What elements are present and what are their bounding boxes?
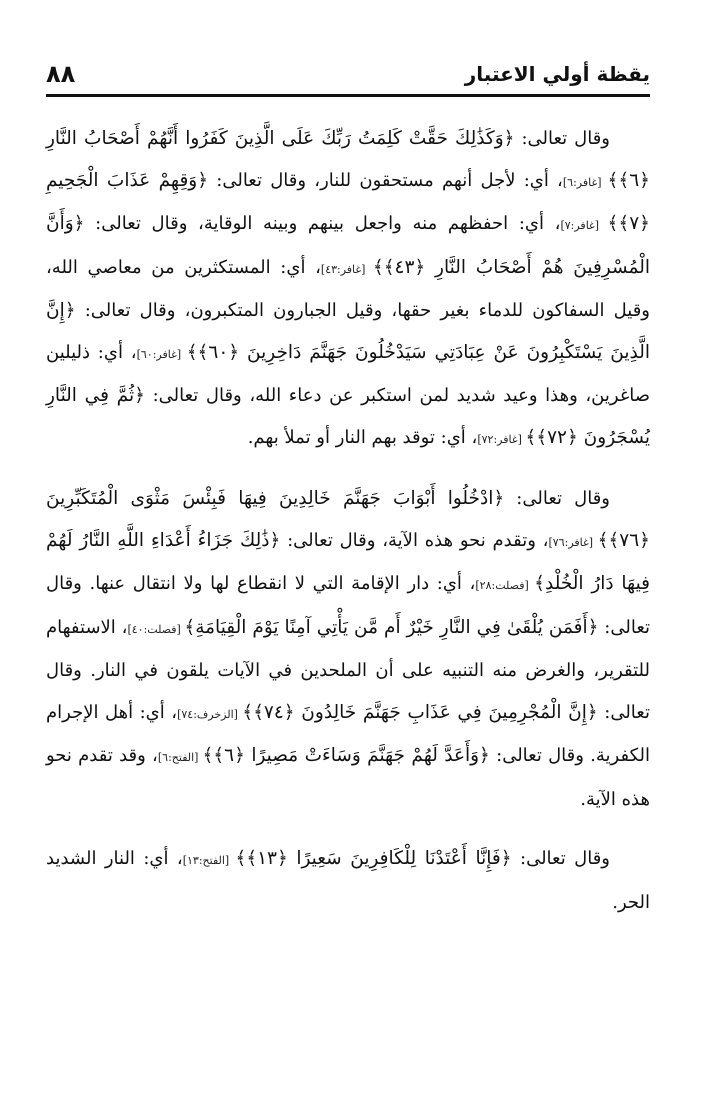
verse-reference: [الفتح:٦] bbox=[157, 751, 203, 764]
verse-reference: [غافر:٧٢] bbox=[477, 432, 526, 446]
text-run: ، أي: النار الشديد الحر. bbox=[46, 848, 650, 913]
verse-reference: [غافر:٦٠] bbox=[136, 347, 187, 361]
text-run: ، أي: ذليلين صاغرين، وهذا وعيد شديد لمن استكبر عن دعاء الله، وقال تعالى: bbox=[46, 341, 650, 406]
quran-verse: ﴿ادْخُلُوا أَبْوَابَ جَهَنَّمَ خَالِدِينَ فِيهَا فَبِئْسَ مَثْوَى الْمُتَكَبِّرِينَ ﴿٧٦﴾﴾ bbox=[46, 488, 650, 551]
quran-verse: ﴿وَكَذَٰلِكَ حَقَّتْ كَلِمَتُ رَبِّكَ عَلَى الَّذِينَ كَفَرُوا أَنَّهُمْ أَصْحَابُ النَّارِ ﴿٦﴾﴾ bbox=[46, 128, 650, 191]
quran-verse: ﴿إِنَّ الَّذِينَ يَسْتَكْبِرُونَ عَنْ عِبَادَتِي سَيَدْخُلُونَ جَهَنَّمَ دَاخِرِينَ ﴿٦٠﴾﴾ bbox=[46, 300, 651, 363]
verse-reference: [الفتح:١٣] bbox=[182, 854, 236, 867]
paragraph bbox=[46, 478, 650, 820]
text-run: وقال تعالى: bbox=[514, 128, 610, 149]
text-run: ، وقد تقدم نحو هذه الآية. bbox=[46, 745, 650, 810]
text-run: ، أي: احفظهم منه واجعل بينهم وبينه الوقاية، وقال تعالى: bbox=[84, 213, 561, 234]
text-run: ، أي: توقد بهم النار أو تملأ بهم. bbox=[247, 426, 478, 448]
quran-verse: ﴿فَإِنَّا أَعْتَدْنَا لِلْكَافِرِينَ سَعِيرًا ﴿١٣﴾﴾ bbox=[235, 848, 512, 869]
quran-verse: ﴿إِنَّ الْمُجْرِمِينَ فِي عَذَابِ جَهَنَّمَ خَالِدُونَ ﴿٧٤﴾﴾ bbox=[242, 701, 598, 723]
text-run: ، أي: أهل الإجرام الكفرية. وقال تعالى: bbox=[46, 701, 651, 766]
text-run: ، أي: دار الإقامة التي لا انقطاع لها ولا انتقال عنها. وقال تعالى: bbox=[46, 573, 651, 638]
paragraph bbox=[46, 838, 650, 923]
header-rule bbox=[46, 94, 650, 97]
verse-reference: [فصلت:٤٠] bbox=[127, 622, 185, 636]
verse-reference: [الزخرف:٧٤] bbox=[177, 707, 243, 721]
text-run: ، وتقدم نحو هذه الآية، وقال تعالى: bbox=[280, 529, 549, 551]
quran-verse: ﴿وَأَنَّ الْمُسْرِفِينَ هُمْ أَصْحَابُ النَّارِ ﴿٤٣﴾﴾ bbox=[46, 213, 650, 278]
text-run: وقال تعالى: bbox=[504, 488, 610, 509]
verse-reference: [غافر:٦] bbox=[562, 175, 608, 189]
quran-verse: ﴿وَقِهِمْ عَذَابَ الْجَحِيمِ ﴿٧﴾﴾ bbox=[46, 169, 650, 234]
quran-verse: ﴿ذَٰلِكَ جَزَاءُ أَعْدَاءِ اللَّهِ النَّارُ لَهُمْ فِيهَا دَارُ الْخُلْدِ﴾ bbox=[46, 529, 651, 594]
verse-reference: [فصلت:٢٨] bbox=[475, 579, 535, 592]
page-header bbox=[46, 58, 650, 90]
verse-reference: [غافر:٤٣] bbox=[320, 262, 373, 276]
page-body bbox=[46, 118, 650, 941]
quran-verse: ﴿أَفَمَن يُلْقَىٰ فِي النَّارِ خَيْرٌ أَم مَّن يَأْتِي آمِنًا يَوْمَ الْقِيَامَةِ﴾ bbox=[184, 616, 599, 638]
verse-reference: [غافر:٧٦] bbox=[548, 535, 598, 549]
running-title: يقظة أولي الاعتبار bbox=[464, 62, 650, 86]
text-run: ، أي: لأجل أنهم مستحقون للنار، وقال تعالى: bbox=[208, 169, 563, 191]
verse-reference: [غافر:٧] bbox=[560, 219, 608, 232]
page-number: ٨٨ bbox=[46, 60, 76, 88]
text-run: ، الاستفهام للتقرير، والغرض منه التنبيه على أن الملحدين في الآيات يلقون في النار. وقال تعالى: bbox=[46, 616, 650, 723]
quran-verse: ﴿ثُمَّ فِي النَّارِ يُسْجَرُونَ ﴿٧٢﴾﴾ bbox=[46, 385, 650, 448]
text-run: ، أي: المستكثرين من معاصي الله، وقيل السفاكون للدماء بغير حقها، وقيل الجبارون المتكبرون، وقال تعالى: bbox=[46, 256, 650, 321]
text-run: وقال تعالى: bbox=[511, 848, 610, 869]
paragraph bbox=[46, 118, 650, 460]
quran-verse: ﴿وَأَعَدَّ لَهُمْ جَهَنَّمَ وَسَاءَتْ مَصِيرًا ﴿٦﴾﴾ bbox=[202, 745, 490, 766]
